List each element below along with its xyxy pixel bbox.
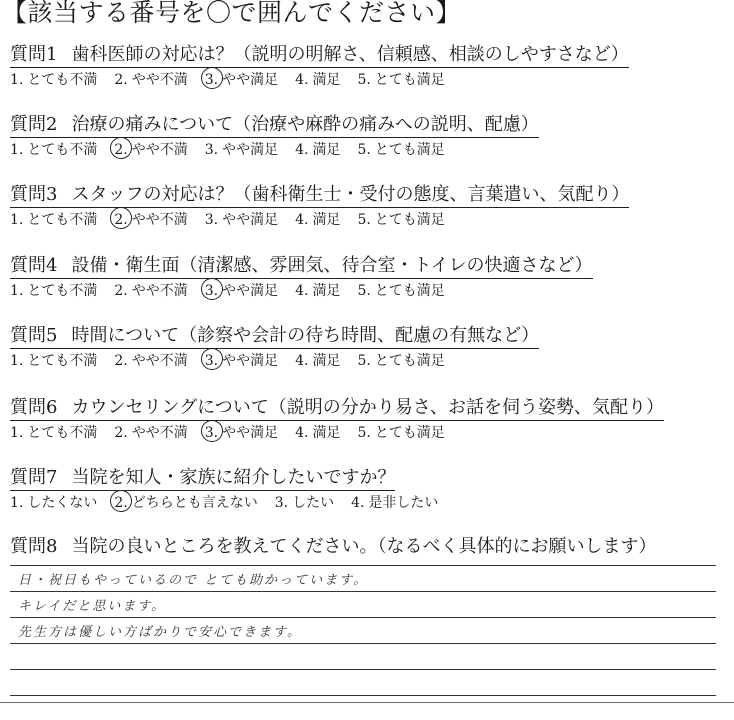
- option-number: 4.: [295, 353, 309, 369]
- answer-options: [10, 70, 720, 90]
- option-number: 2.: [114, 283, 128, 299]
- page-bottom-rule: [0, 702, 734, 703]
- answer-options: [10, 140, 720, 160]
- answer-options: [10, 493, 720, 513]
- question-4: [10, 255, 720, 301]
- question-3-title: [10, 184, 629, 208]
- answer-option-selected[interactable]: [205, 423, 278, 443]
- answer-option[interactable]: [10, 351, 97, 371]
- option-label: したくない: [27, 495, 98, 511]
- option-number: 4.: [295, 212, 309, 228]
- option-number: 1.: [10, 495, 24, 511]
- answer-option[interactable]: [295, 281, 340, 301]
- answer-option[interactable]: [357, 423, 444, 443]
- option-label: とても不満: [27, 425, 98, 441]
- option-label: やや不満: [131, 142, 188, 158]
- question-1: [10, 44, 720, 90]
- answer-option-selected[interactable]: [114, 493, 257, 513]
- option-label: とても満足: [374, 425, 445, 441]
- answer-option[interactable]: [114, 281, 187, 301]
- answer-option[interactable]: [10, 423, 97, 443]
- question-3: [10, 184, 720, 230]
- option-number: 1.: [10, 72, 24, 88]
- option-label: 満足: [312, 72, 341, 88]
- option-label: とても不満: [27, 353, 98, 369]
- option-number: 2.: [114, 142, 128, 158]
- question-7-title: [10, 467, 395, 491]
- option-number: 4.: [295, 142, 309, 158]
- answer-options: [10, 210, 720, 230]
- option-label: 満足: [312, 283, 341, 299]
- answer-option[interactable]: [357, 351, 444, 371]
- option-label: やや満足: [222, 142, 279, 158]
- option-label: とても満足: [374, 283, 445, 299]
- option-label: やや満足: [222, 425, 279, 441]
- answer-option[interactable]: [357, 210, 444, 230]
- question-2: [10, 114, 720, 160]
- option-label: とても満足: [374, 142, 445, 158]
- option-number: 3.: [204, 425, 219, 441]
- option-label: とても不満: [27, 283, 98, 299]
- option-number: 3.: [204, 212, 219, 228]
- question-6-title: [10, 397, 664, 421]
- answer-line[interactable]: [10, 592, 716, 618]
- option-label: とても満足: [374, 212, 445, 228]
- answer-option-selected[interactable]: [205, 281, 278, 301]
- question-number: 質問5: [10, 325, 58, 346]
- question-number: 質問2: [10, 114, 58, 135]
- option-label: 是非したい: [368, 495, 439, 511]
- option-number: 1.: [10, 283, 24, 299]
- question-text: 時間について（診察や会計の待ち時間、配慮の有無など）: [71, 325, 540, 346]
- question-4-title: [10, 255, 593, 279]
- option-number: 1.: [10, 425, 24, 441]
- option-label: やや満足: [222, 212, 279, 228]
- answer-option[interactable]: [10, 70, 97, 90]
- option-label: 満足: [312, 142, 341, 158]
- option-number: 4.: [295, 283, 309, 299]
- answer-option[interactable]: [114, 351, 187, 371]
- option-label: 満足: [312, 425, 341, 441]
- option-number: 1.: [10, 142, 24, 158]
- answer-option[interactable]: [10, 140, 97, 160]
- answer-option[interactable]: [357, 281, 444, 301]
- option-label: やや満足: [222, 283, 279, 299]
- option-number: 5.: [357, 212, 371, 228]
- question-text: 当院を知人・家族に紹介したいですか？: [71, 467, 396, 488]
- answer-option[interactable]: [275, 493, 334, 513]
- answer-options: [10, 351, 720, 371]
- option-label: やや不満: [131, 283, 188, 299]
- answer-option[interactable]: [295, 351, 340, 371]
- answer-option-selected[interactable]: [114, 140, 187, 160]
- question-text: スタッフの対応は？（歯科衛生士・受付の態度、言葉遣い、気配り）: [71, 184, 630, 205]
- answer-option[interactable]: [205, 140, 278, 160]
- question-text: 当院の良いところを教えてください。（なるべく具体的にお願いします）: [71, 536, 657, 557]
- option-number: 5.: [357, 72, 371, 88]
- option-number: 5.: [357, 425, 371, 441]
- option-label: とても不満: [27, 72, 98, 88]
- option-number: 3.: [204, 72, 219, 88]
- answer-option[interactable]: [295, 210, 340, 230]
- option-number: 2.: [114, 353, 128, 369]
- option-number: 1.: [10, 353, 24, 369]
- question-1-title: [10, 44, 629, 68]
- option-number: 2.: [114, 495, 128, 511]
- question-number: 質問1: [10, 44, 58, 65]
- option-label: とても不満: [27, 142, 98, 158]
- question-8: [10, 536, 720, 559]
- question-number: 質問6: [10, 397, 58, 418]
- question-7: [10, 467, 720, 513]
- option-number: 2.: [114, 212, 128, 228]
- answer-line[interactable]: [10, 618, 716, 644]
- option-label: どちらとも言えない: [131, 495, 258, 511]
- answer-line[interactable]: [10, 565, 716, 592]
- answer-option-selected[interactable]: [114, 210, 187, 230]
- answer-option[interactable]: [357, 70, 444, 90]
- answer-option-selected[interactable]: [205, 351, 278, 371]
- option-label: やや不満: [131, 212, 188, 228]
- option-number: 3.: [204, 283, 219, 299]
- option-label: やや満足: [222, 72, 279, 88]
- answer-option[interactable]: [10, 210, 97, 230]
- question-text: 治療の痛みについて（治療や麻酔の痛みへの説明、配慮）: [71, 114, 539, 135]
- question-text: 歯科医師の対応は？（説明の明解さ、信頼感、相談のしやすさなど）: [71, 44, 629, 65]
- question-text: 設備・衛生面（清潔感、雰囲気、待合室・トイレの快適さなど）: [71, 255, 593, 276]
- option-label: 満足: [312, 212, 341, 228]
- answer-option[interactable]: [114, 70, 187, 90]
- answer-line[interactable]: [10, 670, 716, 696]
- answer-option-selected[interactable]: [205, 70, 278, 90]
- instruction-header: 【該当する番号を〇で囲んでください】: [2, 0, 462, 27]
- question-5-title: [10, 325, 539, 349]
- handwritten-answer: 先生方は優しい方ばかりで安心できます。: [18, 625, 302, 640]
- option-label: やや満足: [222, 353, 279, 369]
- answer-option[interactable]: [295, 140, 340, 160]
- question-6: [10, 397, 720, 443]
- option-number: 5.: [357, 353, 371, 369]
- question-text: カウンセリングについて（説明の分かり易さ、お話を伺う姿勢、気配り）: [71, 397, 665, 418]
- handwritten-answer: 日・祝日もやっているので とても助かっています。: [18, 573, 369, 588]
- option-number: 5.: [357, 283, 371, 299]
- option-label: とても満足: [374, 72, 445, 88]
- answer-option[interactable]: [205, 210, 278, 230]
- option-label: やや不満: [131, 425, 188, 441]
- answer-options: [10, 423, 720, 443]
- option-label: 満足: [312, 353, 341, 369]
- option-number: 2.: [114, 72, 128, 88]
- question-number: 質問4: [10, 255, 58, 276]
- answer-line[interactable]: [10, 644, 716, 670]
- question-8-title: [10, 536, 656, 559]
- answer-lines: [10, 565, 716, 696]
- question-2-title: [10, 114, 539, 138]
- option-number: 5.: [357, 142, 371, 158]
- answer-option[interactable]: [10, 281, 97, 301]
- question-5: [10, 325, 720, 371]
- question-number: 質問3: [10, 184, 58, 205]
- answer-option[interactable]: [357, 140, 444, 160]
- answer-option[interactable]: [295, 423, 340, 443]
- question-number: 質問8: [10, 536, 58, 557]
- option-number: 3.: [274, 495, 289, 511]
- option-number: 3.: [204, 353, 219, 369]
- option-number: 4.: [295, 72, 309, 88]
- answer-option[interactable]: [351, 493, 438, 513]
- answer-option[interactable]: [295, 70, 340, 90]
- option-label: やや不満: [131, 353, 188, 369]
- option-label: とても不満: [27, 212, 98, 228]
- answer-options: [10, 281, 720, 301]
- option-number: 3.: [204, 142, 219, 158]
- handwritten-answer: キレイだと思います。: [18, 599, 167, 614]
- option-label: やや不満: [131, 72, 188, 88]
- option-label: とても満足: [374, 353, 445, 369]
- question-number: 質問7: [10, 467, 58, 488]
- option-number: 4.: [295, 425, 309, 441]
- answer-option[interactable]: [114, 423, 187, 443]
- option-number: 1.: [10, 212, 24, 228]
- option-label: したい: [292, 495, 335, 511]
- option-number: 2.: [114, 425, 128, 441]
- option-number: 4.: [351, 495, 365, 511]
- answer-option[interactable]: [10, 493, 97, 513]
